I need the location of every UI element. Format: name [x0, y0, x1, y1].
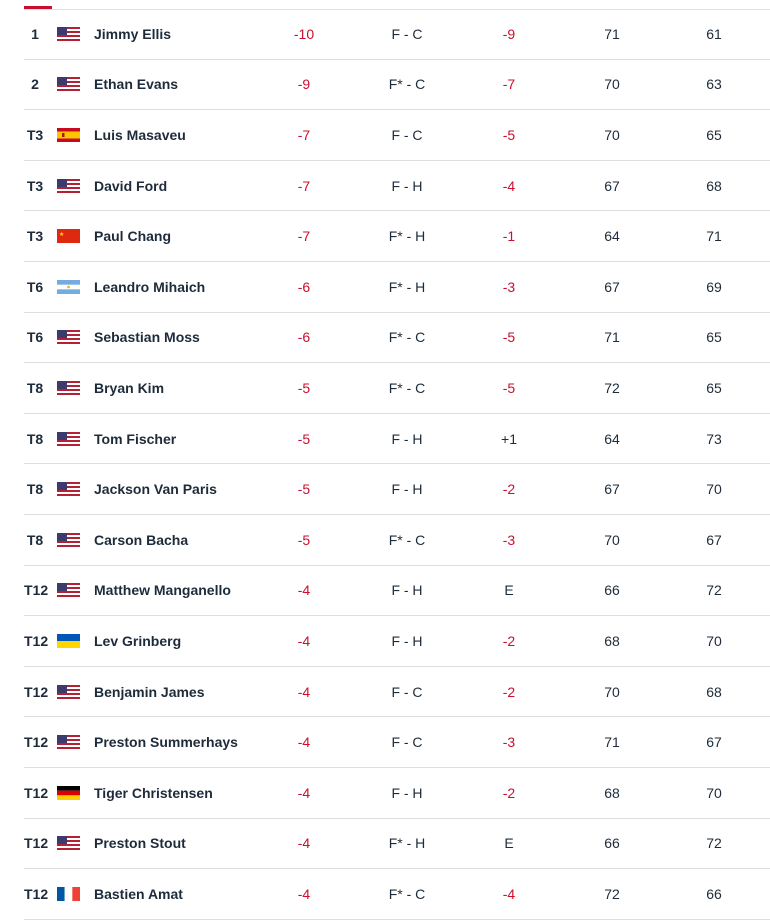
round-2-score-cell: 71	[706, 228, 722, 245]
position-cell: T8	[26, 430, 44, 447]
round-2-score-cell: 63	[706, 76, 722, 93]
round-1-score-cell: 70	[604, 531, 620, 548]
thru-cell: F - H	[391, 582, 423, 599]
player-row[interactable]	[24, 667, 770, 718]
round-1-score-cell: 71	[604, 25, 620, 42]
position-cell: T8	[26, 531, 44, 548]
player-name-link[interactable]: Paul Chang	[94, 228, 172, 245]
round-1-score-cell: 72	[604, 885, 620, 902]
round-1-score-cell: 64	[604, 430, 620, 447]
us-flag-icon	[57, 381, 80, 395]
player-name-link[interactable]: Bryan Kim	[94, 379, 165, 396]
round-2-score-cell: 70	[706, 784, 722, 801]
china-flag-icon	[57, 229, 80, 243]
player-name-link[interactable]: Tom Fischer	[94, 430, 177, 447]
us-flag-icon	[57, 583, 80, 597]
total-score-cell: -4	[297, 784, 311, 801]
total-score-cell: -5	[297, 531, 311, 548]
us-flag-icon	[57, 533, 80, 547]
us-flag-icon	[57, 482, 80, 496]
position-cell: T12	[24, 683, 49, 700]
round-2-score-cell: 70	[706, 481, 722, 498]
today-score-cell: E	[504, 582, 514, 599]
round-1-score-cell: 71	[604, 329, 620, 346]
player-name-link[interactable]: Matthew Manganello	[94, 582, 231, 599]
round-2-score-cell: 68	[706, 177, 722, 194]
us-flag-icon	[57, 836, 80, 850]
player-name-link[interactable]: Lev Grinberg	[94, 632, 182, 649]
position-cell: T6	[26, 329, 44, 346]
today-score-cell: -5	[502, 379, 516, 396]
today-score-cell: -2	[502, 632, 516, 649]
today-score-cell: -5	[502, 329, 516, 346]
round-2-score-cell: 68	[706, 683, 722, 700]
thru-cell: F* - C	[388, 76, 426, 93]
total-score-cell: -7	[297, 228, 311, 245]
total-score-cell: -7	[297, 177, 311, 194]
player-row[interactable]	[24, 616, 770, 667]
round-1-score-cell: 64	[604, 228, 620, 245]
player-row[interactable]	[24, 60, 770, 111]
position-cell: T8	[26, 481, 44, 498]
us-flag-icon	[57, 432, 80, 446]
total-score-cell: -4	[297, 582, 311, 599]
today-score-cell: -2	[502, 784, 516, 801]
player-row[interactable]	[24, 9, 770, 60]
round-2-score-cell: 73	[706, 430, 722, 447]
total-score-cell: -6	[297, 329, 311, 346]
round-1-score-cell: 70	[604, 126, 620, 143]
position-cell: 1	[31, 25, 39, 42]
player-name-link[interactable]: Carson Bacha	[94, 531, 189, 548]
player-row[interactable]	[24, 313, 770, 364]
us-flag-icon	[57, 735, 80, 749]
spain-flag-icon	[57, 128, 80, 142]
thru-cell: F - H	[391, 784, 423, 801]
total-score-cell: -4	[297, 885, 311, 902]
player-name-link[interactable]: David Ford	[94, 177, 168, 194]
thru-cell: F - C	[391, 126, 423, 143]
round-2-score-cell: 65	[706, 379, 722, 396]
round-2-score-cell: 61	[706, 25, 722, 42]
position-cell: 2	[31, 76, 39, 93]
player-row[interactable]	[24, 363, 770, 414]
position-cell: T12	[24, 582, 49, 599]
today-score-cell: -5	[502, 126, 516, 143]
position-cell: T12	[24, 784, 49, 801]
player-row[interactable]	[24, 515, 770, 566]
thru-cell: F* - C	[388, 329, 426, 346]
thru-cell: F - C	[391, 734, 423, 751]
position-cell: T3	[26, 177, 44, 194]
france-flag-icon	[57, 887, 80, 901]
round-1-score-cell: 70	[604, 76, 620, 93]
today-score-cell: -4	[502, 885, 516, 902]
player-row[interactable]	[24, 211, 770, 262]
player-name-link[interactable]: Bastien Amat	[94, 885, 183, 902]
svg-text:★: ★	[59, 232, 65, 239]
round-2-score-cell: 67	[706, 531, 722, 548]
total-score-cell: -9	[297, 76, 311, 93]
player-row[interactable]	[24, 464, 770, 515]
us-flag-icon	[57, 27, 80, 41]
player-row[interactable]	[24, 262, 770, 313]
round-1-score-cell: 67	[604, 481, 620, 498]
today-score-cell: +1	[501, 430, 517, 447]
position-cell: T12	[24, 734, 49, 751]
round-1-score-cell: 70	[604, 683, 620, 700]
today-score-cell: -7	[502, 76, 516, 93]
position-cell: T3	[26, 126, 44, 143]
round-1-score-cell: 67	[604, 278, 620, 295]
total-score-cell: -5	[297, 481, 311, 498]
position-cell: T12	[24, 632, 49, 649]
us-flag-icon	[57, 77, 80, 91]
argentina-flag-icon	[57, 280, 80, 294]
today-score-cell: -4	[502, 177, 516, 194]
today-score-cell: -9	[502, 25, 516, 42]
thru-cell: F* - C	[388, 885, 426, 902]
round-2-score-cell: 72	[706, 835, 722, 852]
thru-cell: F* - H	[388, 835, 426, 852]
today-score-cell: -2	[502, 683, 516, 700]
thru-cell: F* - H	[388, 228, 426, 245]
player-name-link[interactable]: Benjamin James	[94, 683, 205, 700]
today-score-cell: -1	[502, 228, 516, 245]
germany-flag-icon	[57, 786, 80, 800]
leaderboard-table	[24, 9, 770, 920]
total-score-cell: -4	[297, 835, 311, 852]
round-1-score-cell: 66	[604, 835, 620, 852]
total-score-cell: -4	[297, 734, 311, 751]
thru-cell: F - C	[391, 25, 423, 42]
total-score-cell: -4	[297, 632, 311, 649]
player-row[interactable]	[24, 566, 770, 617]
total-score-cell: -7	[297, 126, 311, 143]
us-flag-icon	[57, 179, 80, 193]
position-cell: T8	[26, 379, 44, 396]
today-score-cell: -2	[502, 481, 516, 498]
thru-cell: F - H	[391, 632, 423, 649]
player-name-link[interactable]: Preston Stout	[94, 835, 186, 852]
player-name-link[interactable]: Jimmy Ellis	[94, 25, 172, 42]
player-name-link[interactable]: Tiger Christensen	[94, 784, 213, 801]
round-1-score-cell: 67	[604, 177, 620, 194]
total-score-cell: -10	[293, 25, 315, 42]
round-1-score-cell: 72	[604, 379, 620, 396]
thru-cell: F - H	[391, 430, 423, 447]
today-score-cell: -3	[502, 278, 516, 295]
thru-cell: F* - H	[388, 278, 426, 295]
us-flag-icon	[57, 330, 80, 344]
today-score-cell: -3	[502, 734, 516, 751]
round-1-score-cell: 68	[604, 632, 620, 649]
player-row[interactable]	[24, 414, 770, 465]
round-2-score-cell: 65	[706, 329, 722, 346]
player-name-link[interactable]: Ethan Evans	[94, 76, 179, 93]
position-cell: T12	[24, 835, 49, 852]
thru-cell: F - H	[391, 177, 423, 194]
round-2-score-cell: 66	[706, 885, 722, 902]
player-row[interactable]	[24, 161, 770, 212]
round-2-score-cell: 65	[706, 126, 722, 143]
round-2-score-cell: 70	[706, 632, 722, 649]
player-row[interactable]	[24, 768, 770, 819]
round-1-score-cell: 68	[604, 784, 620, 801]
player-name-link[interactable]: Preston Summerhays	[94, 734, 238, 751]
thru-cell: F - C	[391, 683, 423, 700]
total-score-cell: -6	[297, 278, 311, 295]
round-2-score-cell: 72	[706, 582, 722, 599]
position-cell: T6	[26, 278, 44, 295]
today-score-cell: E	[504, 835, 514, 852]
thru-cell: F* - C	[388, 531, 426, 548]
player-row[interactable]	[24, 110, 770, 161]
thru-cell: F - H	[391, 481, 423, 498]
round-1-score-cell: 66	[604, 582, 620, 599]
total-score-cell: -4	[297, 683, 311, 700]
player-name-link[interactable]: Leandro Mihaich	[94, 278, 206, 295]
round-1-score-cell: 71	[604, 734, 620, 751]
thru-cell: F* - C	[388, 379, 426, 396]
round-2-score-cell: 67	[706, 734, 722, 751]
ukraine-flag-icon	[57, 634, 80, 648]
player-name-link[interactable]: Sebastian Moss	[94, 329, 200, 346]
total-score-cell: -5	[297, 379, 311, 396]
position-cell: T12	[24, 885, 49, 902]
today-score-cell: -3	[502, 531, 516, 548]
player-row[interactable]	[24, 717, 770, 768]
position-cell: T3	[26, 228, 44, 245]
player-name-link[interactable]: Luis Masaveu	[94, 126, 186, 143]
player-name-link[interactable]: Jackson Van Paris	[94, 481, 217, 498]
player-row[interactable]	[24, 819, 770, 870]
round-2-score-cell: 69	[706, 278, 722, 295]
total-score-cell: -5	[297, 430, 311, 447]
us-flag-icon	[57, 685, 80, 699]
player-row[interactable]	[24, 869, 770, 920]
